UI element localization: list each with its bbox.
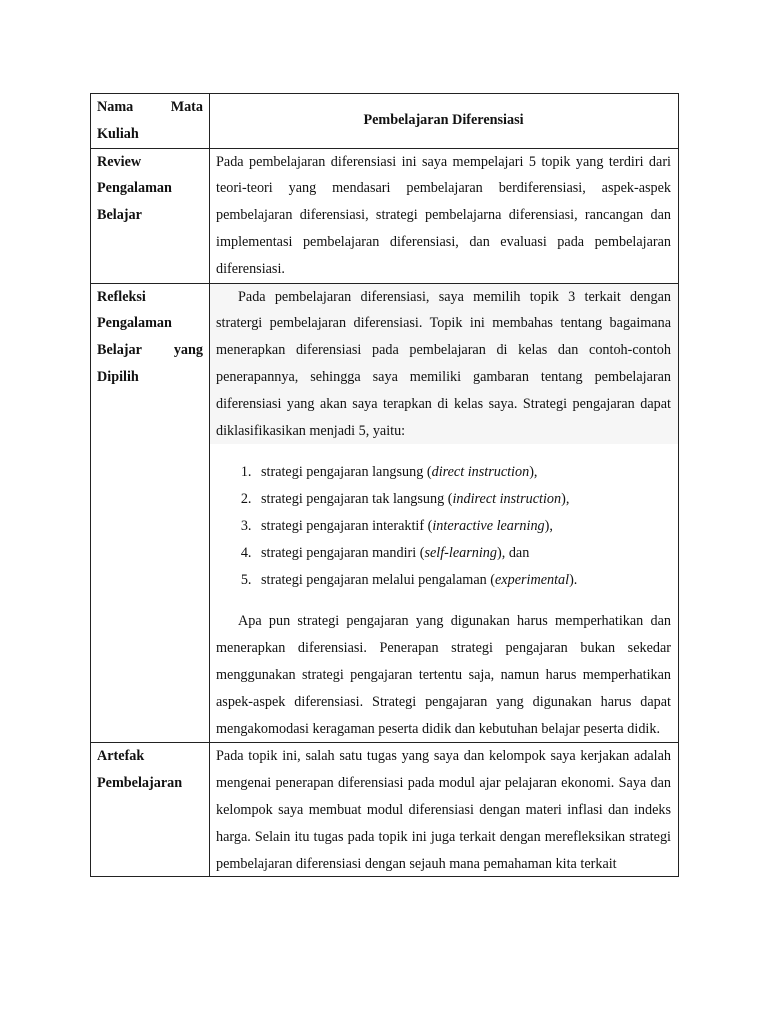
artefak-label xyxy=(91,743,210,877)
strategy-term: experimental xyxy=(495,571,570,588)
artefak-content xyxy=(210,743,679,877)
reflection-table xyxy=(90,93,679,877)
course-name-label: Nama Mata Kuliah xyxy=(91,94,210,149)
table-row-review xyxy=(91,148,679,283)
artefak-text: Pada topik ini, salah satu tugas yang saya dan kelompok saya kerjakan adalah mengenai penerapan diferensiasi pada modul ajar pelajaran ekonomi. Saya dan kelompok saya membuat modul diferensiasi dengan materi inflasi dan indeks harga. Selain itu tugas pada topik ini juga terkait dengan merefleksikan strategi pembelajaran diferensiasi dengan sejauh mana pemahaman kita terkait xyxy=(216,748,671,872)
strategy-item xyxy=(255,459,678,486)
refleksi-intro: Pada pembelajaran diferensiasi, saya memilih topik 3 terkait dengan stratergi pembelajaran diferensiasi. Topik ini membahas tentang bagaimana menerapkan diferensiasi pada pembelajaran di kelas dan contoh-contoh penerapannya, sehingga saya memiliki gambaran tentang pembelajaran diferensiasi yang akan saya terapkan di kelas saya. Strategi pengajaran dapat diklasifikasikan menjadi 5, yaitu: xyxy=(210,284,678,445)
strategy-item xyxy=(255,486,678,513)
refleksi-closing: Apa pun strategi pengajaran yang digunakan harus memperhatikan dan menerapkan diferensiasi. Penerapan strategi pengajaran bukan sekedar menggunakan strategi pengajaran tertentu saja, namun harus memperhatikan aspek-aspek diferensiasi. Strategi pengajaran yang digunakan harus dapat mengakomodasi keragaman peserta didik dan kebutuhan belajar peserta didik. xyxy=(216,613,671,737)
strategy-suffix: ), dan xyxy=(497,544,530,561)
strategy-item xyxy=(255,513,678,540)
strategy-suffix: ). xyxy=(569,571,578,588)
strategy-suffix: ), xyxy=(529,464,538,481)
strategy-term: direct instruction xyxy=(431,464,530,481)
strategy-text: strategi pengajaran interaktif ( xyxy=(261,517,433,534)
table-row-refleksi xyxy=(91,283,679,743)
strategy-term: indirect instruction xyxy=(452,491,562,508)
refleksi-label xyxy=(91,283,210,743)
strategy-suffix: ), xyxy=(561,491,570,508)
strategy-text: strategi pengajaran tak langsung ( xyxy=(261,491,453,508)
strategy-list xyxy=(210,459,678,593)
strategy-item xyxy=(255,540,678,567)
strategy-text: strategi pengajaran melalui pengalaman ( xyxy=(261,571,495,588)
strategy-item xyxy=(255,567,678,594)
strategy-text: strategi pengajaran mandiri ( xyxy=(261,544,425,561)
strategy-suffix: ), xyxy=(544,517,553,534)
refleksi-content xyxy=(210,283,679,743)
review-text: Pada pembelajaran diferensiasi ini saya mempelajari 5 topik yang terdiri dari teori-teori yang mendasari pembelajaran berdiferensiasi, aspek-aspek pembelajaran diferensiasi, strategi pembelajarna diferensiasi, rancangan dan implementasi pembelajaran diferensiasi, dan evaluasi pada pembelajaran diferensiasi. xyxy=(210,148,679,283)
strategy-term: interactive learning xyxy=(432,517,545,534)
refleksi-label-text: Refleksi Pengalaman Belajar yang Dipilih xyxy=(97,288,203,385)
review-label-text: Review Pengalaman Belajar xyxy=(97,153,172,224)
review-label xyxy=(91,148,210,283)
table-row-artefak xyxy=(91,743,679,877)
course-title: Pembelajaran Diferensiasi xyxy=(210,94,679,149)
strategy-text: strategi pengajaran langsung ( xyxy=(261,464,432,481)
artefak-label-text: Artefak Pembelajaran xyxy=(97,748,183,792)
table-row-course xyxy=(91,94,679,149)
strategy-term: self-learning xyxy=(424,544,497,561)
